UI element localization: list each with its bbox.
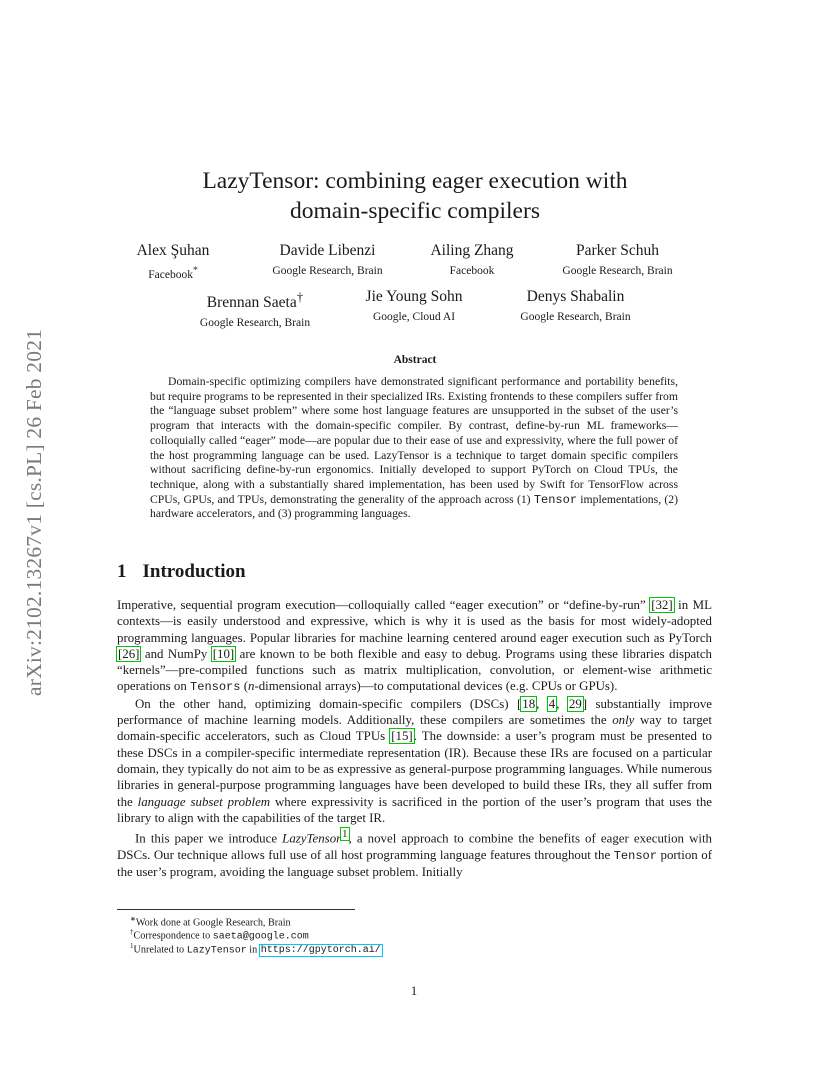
paper-title: [115, 166, 715, 226]
citation-link[interactable]: [32]: [651, 598, 673, 612]
author-affiliation: Google Research, Brain: [562, 265, 673, 277]
title-line-2: domain-specific compilers: [290, 198, 540, 224]
author-name: Alex Şuhan: [136, 242, 210, 259]
footnote-link[interactable]: 1: [342, 828, 348, 841]
footnote: $^1$Unrelated to LazyTensor in https://gpytorch.ai/: [130, 942, 381, 957]
author-name: Denys Shabalin: [526, 288, 625, 305]
citation-link[interactable]: 18: [522, 696, 536, 711]
author-block: [123, 241, 223, 283]
author-affiliation: Facebook: [449, 265, 495, 277]
citation-link[interactable]: 4: [548, 696, 556, 711]
abstract-heading: Abstract: [393, 354, 437, 366]
url-link[interactable]: https://gpytorch.ai/: [260, 945, 381, 957]
page-number: 1: [410, 984, 418, 998]
author-block: [416, 241, 528, 279]
footnote: ∗Work done at Google Research, Brain: [130, 915, 291, 929]
paragraph: Imperative, sequential program execution—colloquially called “eager execution” or “define-by-run” [32] in ML contexts—is easily understood and expressive, which is why it is used as the basis for most widely-adopted programming languages. Popular libraries for machine learning centered around eager execution such as PyTorch [26] and NumPy [10] are known to be both flexible and easy to debug. Programs using these libraries dispatch “kernels”—pre-compiled functions such as matrix multiplication, convolution, or element-wise arithmetic operations on Tensors (n-dimensional arrays)—to computational devices (e.g. CPUs or GPUs).: [117, 598, 712, 695]
footnote: †Correspondence to saeta@google.com: [130, 928, 309, 943]
footnote-divider: [117, 909, 355, 910]
author-name: Jie Young Sohn: [365, 288, 463, 305]
author-block: [540, 241, 695, 279]
author-affiliation: Google Research, Brain: [520, 311, 631, 323]
author-block: [498, 287, 653, 325]
author-affiliation: Google Research, Brain: [199, 317, 311, 330]
section-heading: 1 Introduction: [117, 561, 246, 582]
code-tensor: Tensor: [613, 848, 657, 863]
author-affiliation: Google Research, Brain: [272, 265, 383, 277]
paragraph: On the other hand, optimizing domain-specific compilers (DSCs) [18, 4, 29] substantially improve performance of machine learning models. Additionally, these compilers are sometimes the only way to target domain-specific accelerators, such as Cloud TPUs [15]. The downside: a user’s program must be presented to these DSCs in a compiler-specific intermediate representation (IR). Because these IRs are focused on a particular domain, they typically do not aim to be as expressive as general-purpose programming languages. While numerous libraries in general-purpose programming languages have been developed to build these IRs, they all suffer from the language subset problem where expressivity is sacrificed in the portion of the user’s program that uses the library to align with the capabilities of the target IR.: [117, 696, 712, 825]
author-block: [345, 287, 483, 325]
author-name: Ailing Zhang: [430, 242, 514, 259]
citation-link[interactable]: [10]: [212, 646, 235, 661]
author-affiliation: Google, Cloud AI: [372, 311, 456, 323]
code-tensors: Tensors: [190, 680, 241, 695]
citation-link[interactable]: [26]: [118, 646, 140, 661]
author-name: Davide Libenzi: [279, 242, 376, 259]
arxiv-identifier: arXiv:2102.13267v1 [cs.PL] 26 Feb 2021: [22, 328, 46, 697]
author-affiliation: Facebook*: [148, 265, 198, 281]
title-line-1: LazyTensor: combining eager execution with: [202, 168, 628, 194]
intro-body: [117, 597, 712, 880]
paragraph: In this paper we introduce LazyTensor$^1$, a novel approach to combine the benefits of eager execution with DSCs. Our technique allows full use of all host programming language features throughout the Tensor portion of the user’s program, avoiding the language subset problem. Initially: [117, 828, 713, 880]
citation-link[interactable]: [15]: [391, 729, 413, 744]
author-block: [250, 241, 405, 279]
author-block: [180, 287, 330, 331]
code-tensor: Tensor: [533, 492, 578, 507]
author-name: Brennan Saeta†: [206, 289, 304, 312]
citation-link[interactable]: 29: [568, 696, 582, 711]
abstract-text: Domain-specific optimizing compilers have demonstrated significant performance and portability benefits, but require programs to be represented in their specialized IRs. Existing frontends to these compilers suffer from the “language subset problem” where some host language features are unsupported in the subset of the user’s program that interacts with the domain-specific compiler. By contrast, define-by-run ML frameworks—colloquially called “eager” mode—are popular due to their ease of use and expressivity, where the full power of the host programming language can be used. LazyTensor is a technique to target domain specific compilers without sacrificing define-by-run ergonomics. Initially developed to support PyTorch on Cloud TPUs, the technique, along with a substantially shared implementation, has been used by Swift for TensorFlow across CPUs, GPUs, and TPUs, demonstrating the generality of the approach across (1) Tensor implementations, (2) hardware accelerators, and (3) programming languages.: [150, 375, 678, 521]
author-name: Parker Schuh: [575, 242, 660, 259]
